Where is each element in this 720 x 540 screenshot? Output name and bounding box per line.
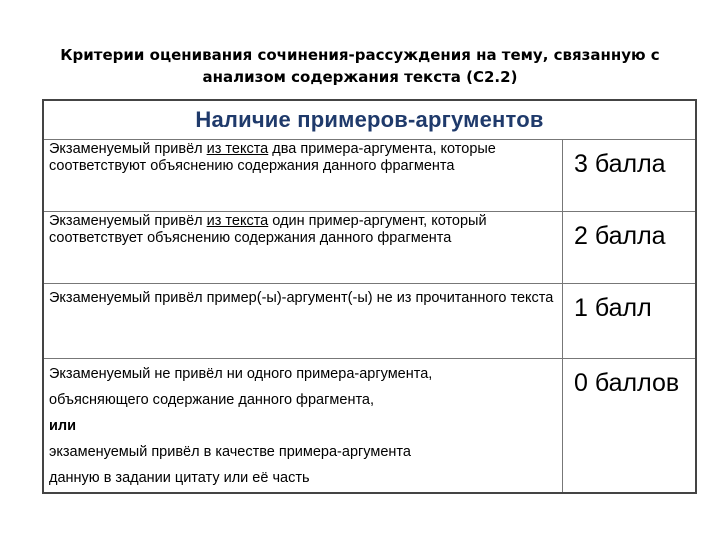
criteria-row bbox=[44, 139, 695, 212]
criteria-row bbox=[44, 283, 695, 359]
slide-title-line-2: анализом содержания текста (С2.2) bbox=[202, 68, 518, 86]
description-or: или bbox=[49, 418, 77, 434]
criteria-score: 0 баллов bbox=[574, 369, 680, 397]
criteria-row bbox=[44, 211, 695, 284]
criteria-score: 2 балла bbox=[574, 222, 666, 250]
criteria-score: 1 балл bbox=[574, 294, 652, 322]
criteria-score: 3 балла bbox=[574, 150, 666, 178]
description-text: Экзаменуемый привёл bbox=[49, 141, 207, 157]
description-underlined-text: из текста bbox=[206, 213, 269, 229]
criteria-description bbox=[44, 211, 563, 283]
description-line: экзаменуемый привёл в качестве примера-аргумента bbox=[49, 444, 411, 460]
description-text: Экзаменуемый привёл bbox=[49, 213, 207, 229]
criteria-row bbox=[44, 358, 695, 492]
description-text: два примера-аргумента, которые соответствуют объяснению содержания данного фрагмента bbox=[49, 141, 496, 174]
description-line: объясняющего содержание данного фрагмента, bbox=[49, 392, 375, 408]
criteria-table bbox=[42, 99, 697, 494]
table-header bbox=[44, 101, 695, 140]
criteria-description bbox=[44, 358, 563, 492]
description-line: данную в задании цитату или её часть bbox=[49, 470, 310, 486]
slide-title bbox=[40, 44, 680, 88]
description-underlined-text: из текста bbox=[206, 141, 269, 157]
criteria-description bbox=[44, 139, 563, 211]
description-line: Экзаменуемый не привёл ни одного примера-аргумента, bbox=[49, 366, 433, 382]
criteria-description: Экзаменуемый привёл пример(-ы)-аргумент(-ы) не из прочитанного текста bbox=[44, 283, 563, 358]
table-header-text: Наличие примеров-аргументов bbox=[195, 107, 544, 132]
slide-title-line-1: Критерии оценивания сочинения-рассуждения на тему, связанную с bbox=[60, 46, 660, 64]
description-text: один пример-аргумент, который соответствует объяснению содержания данного фрагмента bbox=[49, 213, 487, 246]
